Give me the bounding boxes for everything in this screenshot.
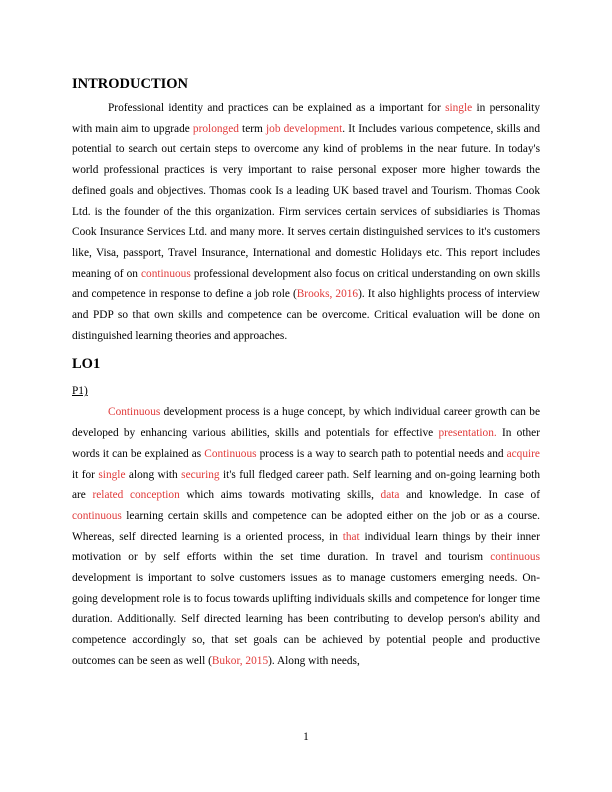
- highlighted-text: job development: [266, 122, 343, 135]
- highlighted-text: Bukor, 2015: [211, 654, 269, 667]
- highlighted-text: presentation.: [438, 427, 497, 440]
- text-run: learning certain skills and competence can be adopted either on the job or as a course. Whereas, self directed learning is a oriented process, in: [72, 509, 540, 543]
- text-run: and knowledge. In case of: [399, 489, 540, 502]
- text-run: it's full fledged career path. Self learning and on-going learning both are: [72, 468, 540, 502]
- text-run: . It Includes various competence, skills and potential to search out certain steps to overcome any kind of problems in the near future. In today's world professional practices is very important to raise personal exposer more higher towards the defined goals and objectives. Thomas cook Is a leading UK based travel and Tourism. Thomas Cook Ltd. is the founder of the this organization. Firm services certain services of subsidiaries is Thomas Cook Insurance Services Ltd. and many more. It serves certain distinguished services to it's customers like, Visa, passport, Travel Insurance, International and domestic Holidays etc. This report includes meaning of on: [72, 122, 540, 280]
- highlighted-text: Brooks, 2016: [296, 288, 359, 301]
- text-run: which aims towards motivating skills,: [179, 489, 381, 502]
- highlighted-text: continuous: [140, 267, 191, 280]
- page-number: 1: [303, 731, 309, 743]
- p1-subheading: P1): [72, 385, 88, 398]
- introduction-paragraph: [72, 98, 540, 346]
- document-page: [72, 74, 540, 672]
- text-run: professional development also focus on critical understanding on own skills and competence in response to define a job role (: [72, 267, 540, 301]
- text-run: term: [238, 122, 266, 135]
- text-run: ). Along with needs,: [268, 654, 360, 667]
- text-run: process is a way to search path to potential needs and: [256, 447, 507, 460]
- text-run: in personality with main aim to upgrade: [72, 102, 540, 135]
- highlighted-text: Continuous: [108, 406, 161, 419]
- highlighted-text: continuous: [490, 551, 540, 564]
- text-run: it for: [72, 468, 99, 481]
- highlighted-text: continuous: [72, 509, 122, 522]
- text-run: Professional identity and practices can be explained as a important for: [108, 102, 446, 114]
- highlighted-text: single: [98, 468, 126, 481]
- text-run: along with: [125, 468, 182, 481]
- text-run: ). It also highlights process of interview and PDP so that own skills and competence can be overcome. Critical evaluation will be done on distinguished learning theories and approaches.: [72, 288, 540, 342]
- highlighted-text: related conception: [92, 489, 180, 502]
- text-run: development is important to solve customers issues as to manage customers emerging needs. On- going development role is to focus towards uplifting individuals skills and competence for longer time duration. Additionally. Self directed learning has been contributing to develop person's ability and competence accordingly so, that set goals can be achieved by potential people and productive outcomes can be seen as well (: [72, 572, 540, 667]
- text-run: development process is a huge concept, by which individual career growth can be developed by enhancing various abilities, skills and potentials for effective: [72, 406, 540, 440]
- highlighted-text: data: [380, 489, 400, 502]
- highlighted-text: Continuous: [204, 447, 257, 460]
- highlighted-text: single: [445, 102, 473, 114]
- highlighted-text: securing: [181, 468, 220, 481]
- lo1-heading: LO1: [72, 356, 101, 373]
- highlighted-text: that: [342, 530, 360, 543]
- highlighted-text: prolonged: [192, 122, 239, 135]
- introduction-heading: INTRODUCTION: [72, 76, 189, 92]
- text-run: In other words it can be explained as: [72, 427, 540, 460]
- text-run: individual learn things by their inner motivation or by self efforts within the set time duration. In travel and tourism: [72, 530, 540, 564]
- highlighted-text: acquire: [506, 447, 540, 460]
- lo1-paragraph: [72, 402, 540, 671]
